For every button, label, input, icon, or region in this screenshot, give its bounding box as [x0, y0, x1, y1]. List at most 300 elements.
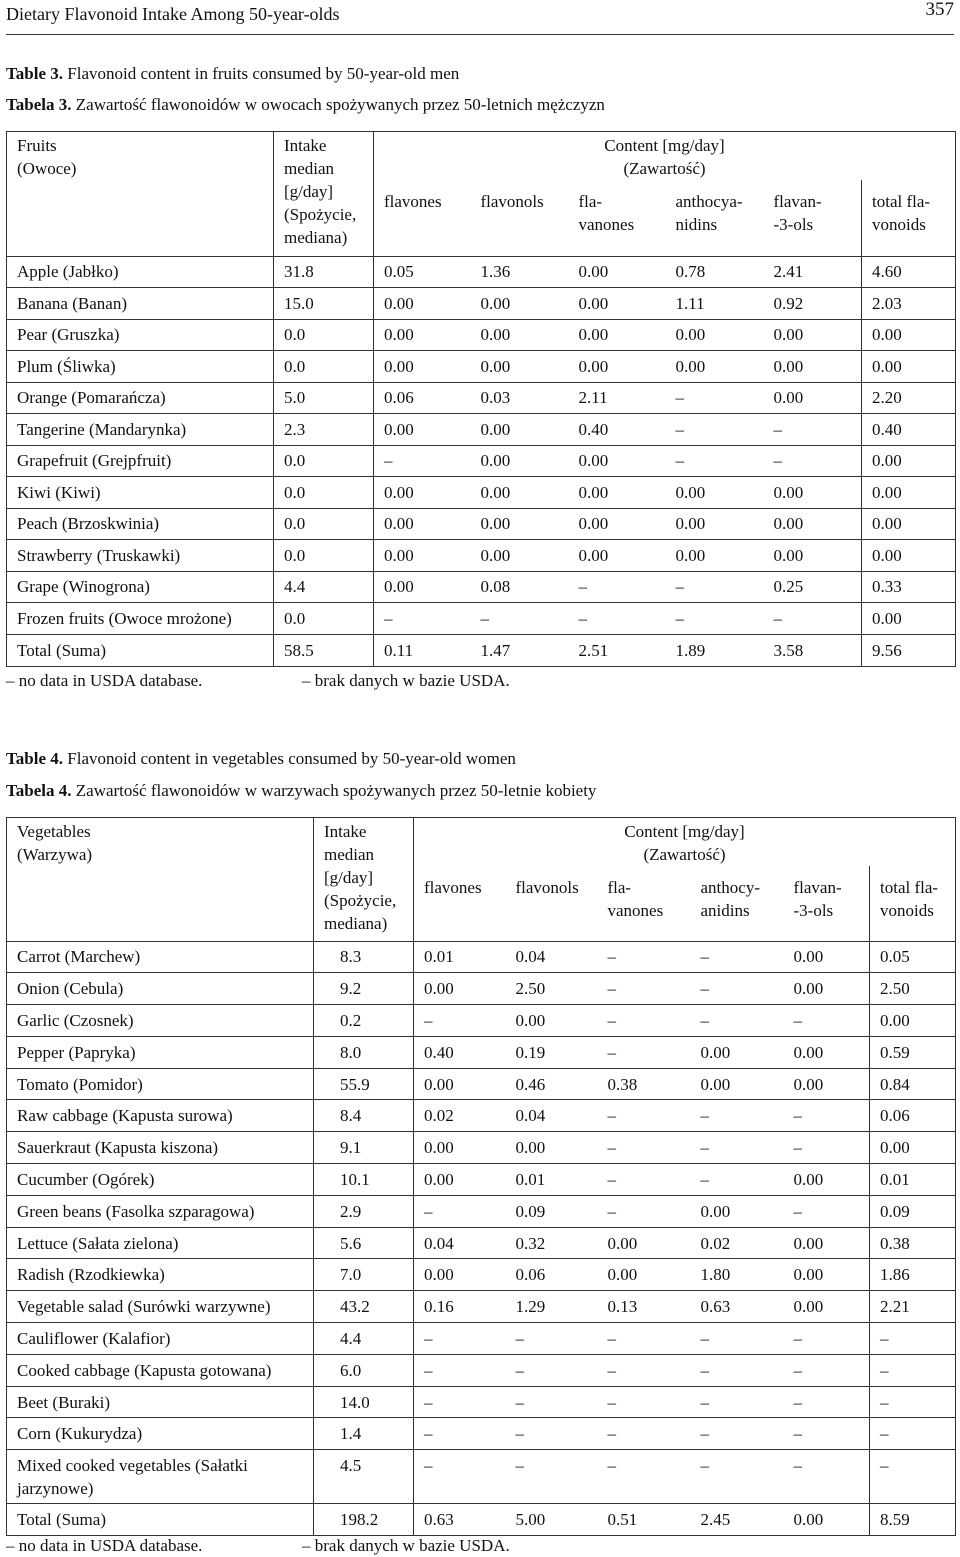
cell-total-flavonoids: –: [870, 1418, 956, 1450]
table4-header-flavonols: flavonols: [506, 866, 598, 941]
cell-flavonols: –: [506, 1354, 598, 1386]
cell-intake: 2.9: [314, 1195, 414, 1227]
cell-flavones: 0.01: [414, 941, 506, 973]
table3-header-flavones: flavones: [374, 180, 471, 256]
cell-anthocyanidins: –: [691, 1132, 784, 1164]
cell-flavonols: 0.00: [471, 540, 569, 572]
cell-flavonols: 0.00: [471, 288, 569, 320]
cell-intake: 10.1: [314, 1164, 414, 1196]
cell-anthocyanidins: 2.45: [691, 1504, 784, 1536]
cell-flavan-3-ols: 0.00: [764, 382, 862, 414]
table-row: [7, 1259, 956, 1291]
cell-flavones: 0.02: [414, 1100, 506, 1132]
cell-flavonols: –: [506, 1323, 598, 1355]
cell-total-flavonoids: 4.60: [862, 256, 956, 288]
cell-anthocyanidins: 0.00: [691, 1036, 784, 1068]
row-label: Mixed cooked vegetables (Sałatki jarzynowe): [7, 1450, 314, 1504]
cell-flavanones: –: [569, 571, 666, 603]
cell-flavonols: 1.36: [471, 256, 569, 288]
table4-label-pl: Tabela 4.: [6, 781, 72, 800]
cell-flavones: 0.00: [374, 288, 471, 320]
table3-header-flavan-3-ols: flavan- -3-ols: [764, 180, 862, 256]
cell-flavones: –: [414, 1450, 506, 1504]
cell-anthocyanidins: 1.89: [666, 634, 764, 666]
cell-anthocyanidins: –: [691, 1418, 784, 1450]
row-label: Beet (Buraki): [7, 1386, 314, 1418]
cell-flavan-3-ols: 0.00: [784, 1291, 870, 1323]
cell-flavanones: 0.40: [569, 414, 666, 446]
table4-footnote-en: – no data in USDA database.: [6, 1536, 203, 1555]
cell-flavan-3-ols: –: [784, 1005, 870, 1037]
cell-total-flavonoids: 0.09: [870, 1195, 956, 1227]
table-row: [7, 1005, 956, 1037]
cell-flavanones: –: [598, 973, 691, 1005]
table3-header-item: Fruits (Owoce): [7, 132, 274, 257]
cell-intake: 5.0: [274, 382, 374, 414]
cell-intake: 0.0: [274, 508, 374, 540]
cell-total-flavonoids: –: [870, 1386, 956, 1418]
table-row: [7, 1323, 956, 1355]
row-label: Cooked cabbage (Kapusta gotowana): [7, 1354, 314, 1386]
cell-total-flavonoids: 0.00: [862, 351, 956, 383]
cell-intake: 0.0: [274, 477, 374, 509]
running-head: [6, 0, 954, 35]
row-label: Carrot (Marchew): [7, 941, 314, 973]
table3-label-en: Table 3.: [6, 64, 64, 83]
table3-footnote-en: – no data in USDA database.: [6, 671, 203, 690]
cell-total-flavonoids: 0.59: [870, 1036, 956, 1068]
cell-flavonols: 0.01: [506, 1164, 598, 1196]
cell-flavones: 0.00: [414, 1132, 506, 1164]
table3-footnote: [6, 669, 510, 692]
page-number: 357: [925, 0, 954, 20]
cell-flavones: 0.00: [374, 477, 471, 509]
table-row: [7, 445, 956, 477]
table4-caption-pl: [6, 779, 596, 802]
cell-flavones: 0.63: [414, 1504, 506, 1536]
cell-total-flavonoids: 1.86: [870, 1259, 956, 1291]
cell-flavanones: 0.13: [598, 1291, 691, 1323]
cell-flavan-3-ols: –: [784, 1100, 870, 1132]
cell-anthocyanidins: –: [691, 1386, 784, 1418]
cell-flavanones: –: [598, 1418, 691, 1450]
cell-flavones: –: [414, 1386, 506, 1418]
table-row: [7, 1450, 956, 1504]
cell-intake: 14.0: [314, 1386, 414, 1418]
table-row: [7, 1100, 956, 1132]
cell-intake: 55.9: [314, 1068, 414, 1100]
cell-flavan-3-ols: 0.00: [784, 1504, 870, 1536]
cell-total-flavonoids: 0.00: [862, 319, 956, 351]
cell-flavonols: 0.04: [506, 941, 598, 973]
row-label: Banana (Banan): [7, 288, 274, 320]
cell-anthocyanidins: 0.00: [691, 1195, 784, 1227]
cell-flavan-3-ols: 0.00: [764, 351, 862, 383]
table4-header-anthocyanidins: anthocy- anidins: [691, 866, 784, 941]
cell-anthocyanidins: 1.11: [666, 288, 764, 320]
cell-flavonols: 0.00: [471, 414, 569, 446]
cell-flavan-3-ols: –: [764, 445, 862, 477]
cell-anthocyanidins: 0.00: [666, 540, 764, 572]
cell-total-flavonoids: 0.00: [862, 603, 956, 635]
cell-flavonols: 0.32: [506, 1227, 598, 1259]
cell-flavanones: 0.00: [569, 288, 666, 320]
cell-flavonols: –: [506, 1418, 598, 1450]
table3-label-pl: Tabela 3.: [6, 95, 72, 114]
cell-intake: 0.0: [274, 319, 374, 351]
row-label: Lettuce (Sałata zielona): [7, 1227, 314, 1259]
table-row: [7, 1068, 956, 1100]
cell-intake: 0.2: [314, 1005, 414, 1037]
table4-header-flavan-3-ols: flavan- -3-ols: [784, 866, 870, 941]
table3-header-total-flavonoids: total fla- vonoids: [862, 180, 956, 256]
cell-flavan-3-ols: –: [784, 1386, 870, 1418]
cell-flavones: –: [414, 1418, 506, 1450]
cell-anthocyanidins: 0.78: [666, 256, 764, 288]
cell-intake: 0.0: [274, 540, 374, 572]
row-label: Cucumber (Ogórek): [7, 1164, 314, 1196]
cell-flavones: –: [414, 1005, 506, 1037]
cell-anthocyanidins: –: [691, 1100, 784, 1132]
cell-flavanones: 0.38: [598, 1068, 691, 1100]
cell-flavones: 0.11: [374, 634, 471, 666]
cell-intake: 4.4: [274, 571, 374, 603]
cell-flavonols: 2.50: [506, 973, 598, 1005]
cell-anthocyanidins: –: [691, 1354, 784, 1386]
cell-intake: 7.0: [314, 1259, 414, 1291]
cell-flavones: 0.00: [374, 414, 471, 446]
cell-intake: 0.0: [274, 603, 374, 635]
cell-intake: 8.0: [314, 1036, 414, 1068]
cell-anthocyanidins: –: [666, 571, 764, 603]
cell-flavones: 0.00: [374, 351, 471, 383]
cell-anthocyanidins: 1.80: [691, 1259, 784, 1291]
cell-intake: 8.4: [314, 1100, 414, 1132]
cell-flavonols: 0.00: [471, 351, 569, 383]
cell-anthocyanidins: –: [691, 1005, 784, 1037]
cell-total-flavonoids: 0.00: [870, 1005, 956, 1037]
cell-intake: 0.0: [274, 445, 374, 477]
cell-flavanones: 0.00: [569, 477, 666, 509]
cell-anthocyanidins: 0.00: [666, 508, 764, 540]
cell-anthocyanidins: –: [691, 973, 784, 1005]
cell-intake: 15.0: [274, 288, 374, 320]
table3-header-flavanones: fla- vanones: [569, 180, 666, 256]
table-row: [7, 256, 956, 288]
row-label: Frozen fruits (Owoce mrożone): [7, 603, 274, 635]
row-label: Raw cabbage (Kapusta surowa): [7, 1100, 314, 1132]
table-row: [7, 351, 956, 383]
cell-flavanones: 2.11: [569, 382, 666, 414]
table-row: [7, 1036, 956, 1068]
cell-flavanones: –: [598, 1164, 691, 1196]
cell-intake: 31.8: [274, 256, 374, 288]
cell-flavan-3-ols: 0.00: [784, 1227, 870, 1259]
cell-intake: 9.2: [314, 973, 414, 1005]
cell-flavones: 0.06: [374, 382, 471, 414]
cell-flavan-3-ols: –: [784, 1418, 870, 1450]
table4-caption-en: [6, 747, 516, 770]
cell-intake: 198.2: [314, 1504, 414, 1536]
cell-anthocyanidins: 0.02: [691, 1227, 784, 1259]
row-label: Apple (Jabłko): [7, 256, 274, 288]
cell-total-flavonoids: 0.40: [862, 414, 956, 446]
row-label: Tangerine (Mandarynka): [7, 414, 274, 446]
cell-flavonols: –: [471, 603, 569, 635]
cell-flavan-3-ols: –: [784, 1354, 870, 1386]
table3-title-en: Flavonoid content in fruits consumed by 50-year-old men: [67, 64, 460, 83]
cell-flavanones: 0.00: [598, 1227, 691, 1259]
cell-flavan-3-ols: –: [784, 1450, 870, 1504]
table4-footnote-pl: – brak danych w bazie USDA.: [302, 1536, 510, 1555]
table3-caption-en: [6, 62, 459, 85]
table-row: [7, 1386, 956, 1418]
cell-flavan-3-ols: –: [784, 1132, 870, 1164]
cell-flavanones: 0.00: [569, 508, 666, 540]
cell-flavonols: 0.19: [506, 1036, 598, 1068]
cell-anthocyanidins: 0.00: [691, 1068, 784, 1100]
table4-header-flavanones: fla- vanones: [598, 866, 691, 941]
cell-flavonols: 1.47: [471, 634, 569, 666]
cell-flavan-3-ols: 0.00: [764, 540, 862, 572]
row-label: Plum (Śliwka): [7, 351, 274, 383]
cell-flavan-3-ols: 0.00: [784, 973, 870, 1005]
table-row: [7, 1291, 956, 1323]
cell-total-flavonoids: 0.01: [870, 1164, 956, 1196]
cell-total-flavonoids: –: [870, 1323, 956, 1355]
table3-header-flavonols: flavonols: [471, 180, 569, 256]
cell-total-flavonoids: 0.00: [862, 508, 956, 540]
row-label: Vegetable salad (Surówki warzywne): [7, 1291, 314, 1323]
cell-flavanones: –: [598, 1354, 691, 1386]
table-row: [7, 508, 956, 540]
cell-anthocyanidins: –: [691, 941, 784, 973]
cell-anthocyanidins: –: [666, 445, 764, 477]
row-label: Radish (Rzodkiewka): [7, 1259, 314, 1291]
cell-flavanones: –: [598, 1386, 691, 1418]
table-row: [7, 414, 956, 446]
table3-title-pl: Zawartość flawonoidów w owocach spożywanych przez 50-letnich mężczyzn: [75, 95, 605, 114]
table-row: [7, 1227, 956, 1259]
row-label: Total (Suma): [7, 634, 274, 666]
cell-flavonols: 0.06: [506, 1259, 598, 1291]
table4-header-item: Vegetables (Warzywa): [7, 818, 314, 942]
cell-flavones: 0.05: [374, 256, 471, 288]
cell-flavonols: 0.46: [506, 1068, 598, 1100]
table3-footnote-pl: – brak danych w bazie USDA.: [302, 671, 510, 690]
cell-flavones: 0.00: [414, 1259, 506, 1291]
table3-header-intake: Intake median [g/day] (Spożycie, mediana): [274, 132, 374, 257]
cell-flavonols: 5.00: [506, 1504, 598, 1536]
cell-flavanones: 0.00: [569, 445, 666, 477]
cell-intake: 8.3: [314, 941, 414, 973]
table-row: [7, 1132, 956, 1164]
cell-flavan-3-ols: –: [784, 1195, 870, 1227]
cell-flavanones: 2.51: [569, 634, 666, 666]
cell-anthocyanidins: –: [666, 603, 764, 635]
cell-flavonols: 1.29: [506, 1291, 598, 1323]
cell-total-flavonoids: –: [870, 1354, 956, 1386]
cell-intake: 43.2: [314, 1291, 414, 1323]
cell-flavonols: 0.00: [471, 445, 569, 477]
row-label: Grapefruit (Grejpfruit): [7, 445, 274, 477]
cell-flavan-3-ols: 0.92: [764, 288, 862, 320]
row-label: Sauerkraut (Kapusta kiszona): [7, 1132, 314, 1164]
cell-flavan-3-ols: 0.00: [764, 477, 862, 509]
table-row: [7, 382, 956, 414]
cell-total-flavonoids: 0.33: [862, 571, 956, 603]
cell-flavan-3-ols: 0.00: [784, 1036, 870, 1068]
cell-flavanones: –: [598, 941, 691, 973]
table4-label-en: Table 4.: [6, 749, 64, 768]
cell-total-flavonoids: 0.00: [862, 445, 956, 477]
cell-total-flavonoids: 0.00: [870, 1132, 956, 1164]
cell-flavanones: –: [598, 1132, 691, 1164]
cell-flavones: –: [414, 1354, 506, 1386]
cell-flavanones: 0.00: [569, 319, 666, 351]
table4-header-total-flavonoids: total fla- vonoids: [870, 866, 956, 941]
row-label: Green beans (Fasolka szparagowa): [7, 1195, 314, 1227]
cell-flavones: –: [414, 1195, 506, 1227]
table3-fruits: [6, 131, 956, 667]
row-label: Cauliflower (Kalafior): [7, 1323, 314, 1355]
cell-flavones: 0.00: [374, 508, 471, 540]
table4-footnote: [6, 1534, 510, 1557]
table-row: [7, 1195, 956, 1227]
table3-header-anthocyanidins: anthocya- nidins: [666, 180, 764, 256]
row-label: Onion (Cebula): [7, 973, 314, 1005]
cell-anthocyanidins: –: [691, 1323, 784, 1355]
row-label: Strawberry (Truskawki): [7, 540, 274, 572]
cell-flavonols: 0.00: [471, 319, 569, 351]
cell-anthocyanidins: 0.00: [666, 319, 764, 351]
cell-total-flavonoids: 0.06: [870, 1100, 956, 1132]
table3-header-content: Content [mg/day] (Zawartość): [374, 132, 956, 181]
table-row: [7, 973, 956, 1005]
cell-flavonols: 0.00: [506, 1132, 598, 1164]
cell-intake: 9.1: [314, 1132, 414, 1164]
table4-title-pl: Zawartość flawonoidów w warzywach spożywanych przez 50-letnie kobiety: [75, 781, 597, 800]
cell-flavones: 0.00: [374, 571, 471, 603]
cell-intake: 5.6: [314, 1227, 414, 1259]
cell-intake: 2.3: [274, 414, 374, 446]
table3-caption-pl: [6, 93, 605, 116]
cell-flavones: 0.00: [414, 1164, 506, 1196]
cell-flavones: –: [374, 603, 471, 635]
table-row: [7, 1354, 956, 1386]
table-row: [7, 319, 956, 351]
table-row: [7, 634, 956, 666]
row-label: Corn (Kukurydza): [7, 1418, 314, 1450]
table-row: [7, 540, 956, 572]
cell-flavanones: –: [569, 603, 666, 635]
cell-flavanones: 0.51: [598, 1504, 691, 1536]
running-head-title: Dietary Flavonoid Intake Among 50-year-olds: [6, 4, 340, 24]
cell-flavonols: 0.03: [471, 382, 569, 414]
table4-header-flavones: flavones: [414, 866, 506, 941]
cell-total-flavonoids: 0.84: [870, 1068, 956, 1100]
cell-total-flavonoids: 8.59: [870, 1504, 956, 1536]
table-row: [7, 941, 956, 973]
cell-flavan-3-ols: –: [784, 1323, 870, 1355]
cell-flavonols: –: [506, 1386, 598, 1418]
cell-anthocyanidins: 0.63: [691, 1291, 784, 1323]
cell-flavones: –: [374, 445, 471, 477]
cell-flavanones: –: [598, 1100, 691, 1132]
cell-flavan-3-ols: 3.58: [764, 634, 862, 666]
table-row: [7, 603, 956, 635]
cell-flavanones: –: [598, 1036, 691, 1068]
cell-flavan-3-ols: 0.00: [784, 1164, 870, 1196]
cell-total-flavonoids: 0.00: [862, 477, 956, 509]
cell-flavones: –: [414, 1323, 506, 1355]
cell-intake: 6.0: [314, 1354, 414, 1386]
table-row: [7, 288, 956, 320]
cell-flavan-3-ols: –: [764, 603, 862, 635]
table-row: [7, 1418, 956, 1450]
cell-intake: 1.4: [314, 1418, 414, 1450]
cell-anthocyanidins: –: [691, 1450, 784, 1504]
row-label: Grape (Winogrona): [7, 571, 274, 603]
cell-flavonols: 0.08: [471, 571, 569, 603]
cell-anthocyanidins: 0.00: [666, 477, 764, 509]
row-label: Orange (Pomarańcza): [7, 382, 274, 414]
cell-flavan-3-ols: 0.00: [764, 508, 862, 540]
cell-flavanones: 0.00: [569, 351, 666, 383]
cell-flavanones: 0.00: [569, 256, 666, 288]
cell-flavanones: –: [598, 1323, 691, 1355]
row-label: Total (Suma): [7, 1504, 314, 1536]
cell-flavanones: –: [598, 1450, 691, 1504]
cell-total-flavonoids: –: [870, 1450, 956, 1504]
cell-total-flavonoids: 0.00: [862, 540, 956, 572]
cell-total-flavonoids: 2.50: [870, 973, 956, 1005]
cell-flavonols: 0.04: [506, 1100, 598, 1132]
cell-intake: 4.4: [314, 1323, 414, 1355]
table4-title-en: Flavonoid content in vegetables consumed by 50-year-old women: [67, 749, 516, 768]
cell-intake: 4.5: [314, 1450, 414, 1504]
cell-flavan-3-ols: 0.00: [764, 319, 862, 351]
cell-flavones: 0.04: [414, 1227, 506, 1259]
cell-flavones: 0.16: [414, 1291, 506, 1323]
cell-flavonols: –: [506, 1450, 598, 1504]
cell-flavan-3-ols: 0.25: [764, 571, 862, 603]
cell-anthocyanidins: –: [691, 1164, 784, 1196]
table4-header-content: Content [mg/day] (Zawartość): [414, 818, 956, 867]
cell-total-flavonoids: 2.20: [862, 382, 956, 414]
cell-total-flavonoids: 2.03: [862, 288, 956, 320]
cell-flavonols: 0.00: [506, 1005, 598, 1037]
cell-flavonols: 0.09: [506, 1195, 598, 1227]
cell-flavan-3-ols: 0.00: [784, 941, 870, 973]
cell-flavan-3-ols: 2.41: [764, 256, 862, 288]
cell-flavones: 0.00: [414, 973, 506, 1005]
row-label: Tomato (Pomidor): [7, 1068, 314, 1100]
row-label: Kiwi (Kiwi): [7, 477, 274, 509]
cell-flavan-3-ols: 0.00: [784, 1068, 870, 1100]
cell-anthocyanidins: –: [666, 382, 764, 414]
table-row: [7, 1164, 956, 1196]
cell-flavones: 0.40: [414, 1036, 506, 1068]
cell-flavones: 0.00: [414, 1068, 506, 1100]
cell-flavonols: 0.00: [471, 508, 569, 540]
table-row: [7, 1504, 956, 1536]
cell-flavanones: –: [598, 1195, 691, 1227]
cell-flavanones: 0.00: [569, 540, 666, 572]
row-label: Garlic (Czosnek): [7, 1005, 314, 1037]
cell-total-flavonoids: 9.56: [862, 634, 956, 666]
row-label: Pear (Gruszka): [7, 319, 274, 351]
